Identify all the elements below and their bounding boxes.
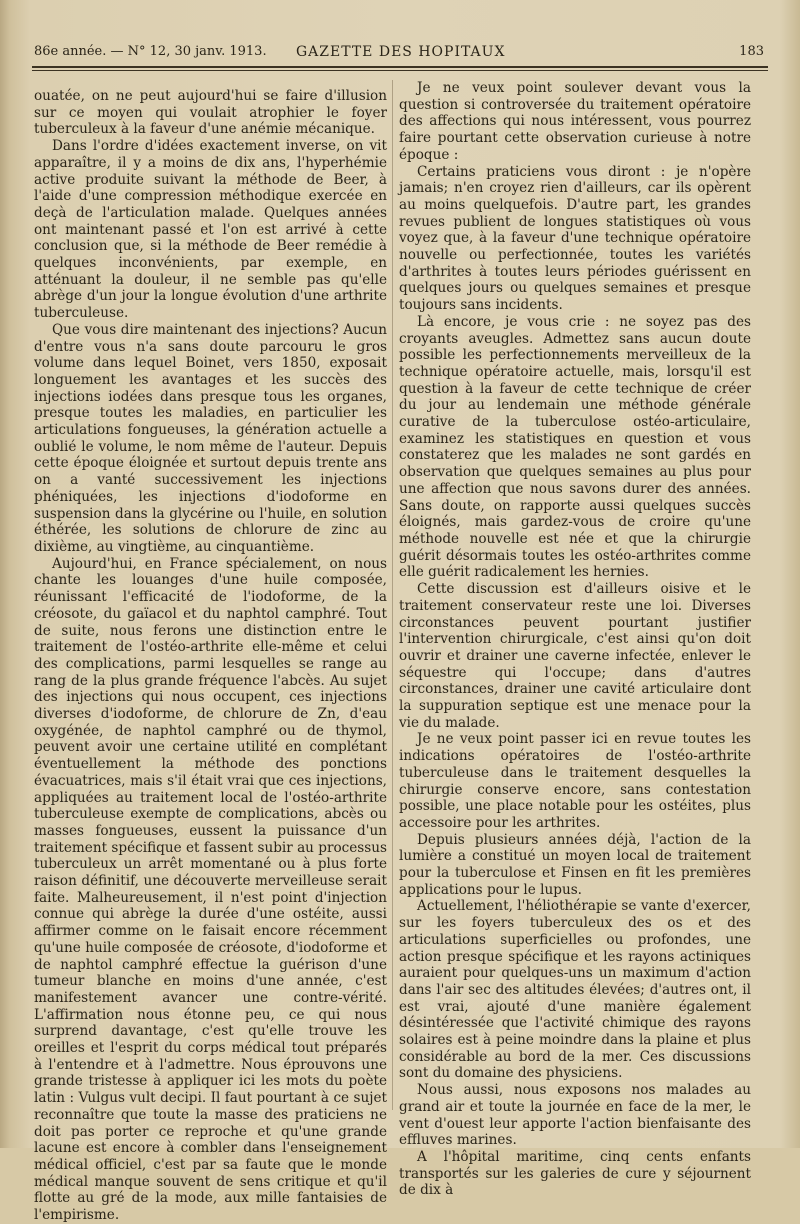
column-divider [392, 80, 393, 1110]
paragraph: Là encore, je vous crie : ne soyez pas des croyants aveugles. Admettez sans aucun doute possible les perfectionnements merveilleux de la technique opératoire actuelle, mais, lorsqu'il est question à la faveur de cette technique de créer du jour au lendemain une méthode générale curative de la tuberculose ostéo-articulaire, examinez les statistiques en question et vous constaterez que les malades ne sont gardés en observation que quelques semaines au plus pour une affection que nous savons durer des années. Sans doute, on rapporte aussi quelques succès éloignés, mais gardez-vous de croire qu'une méthode nouvelle est née et que la chirurgie guérit désormais toutes les ostéo-arthrites comme elle guérit radicalement les hernies. [399, 313, 751, 581]
header-rule-thick [32, 66, 768, 68]
paragraph: Dans l'ordre d'idées exactement inverse, on vit apparaître, il y a moins de dix ans, l'hyperhémie active produite suivant la méthode de Beer, à l'aide d'une compression méthodique exercée en deçà de l'articulation malade. Quelques années ont maintenant passé et l'on est arrivé à cette conclusion que, si la méthode de Beer remédie à quelques inconvénients, par exemple, en atténuant la douleur, il ne semble pas qu'elle abrège d'un jour la longue évolution d'une arthrite tuberculeuse. [34, 138, 387, 322]
issue-line: 86e année. — N° 12, 30 janv. 1913. [34, 44, 267, 59]
paragraph: ouatée, on ne peut aujourd'hui se faire d'illusion sur ce moyen qui voulait atrophier le foyer tuberculeux à la faveur d'une anémie mécanique. [34, 88, 387, 138]
paragraph: Que vous dire maintenant des injections? Aucun d'entre vous n'a sans doute parcouru le gros volume dans lequel Boinet, vers 1850, exposait longuement les avantages et les succès des injections iodées dans presque tous les organes, presque toutes les maladies, en particulier les articulations fongueuses, la génération actuelle a oublié le volume, le nom même de l'auteur. Depuis cette époque éloignée et surtout depuis trente ans on a vanté successivement les injections phéniquées, les injections d'iodoforme en suspension dans la glycérine ou l'huile, en solution éthérée, les solutions de chlorure de zinc au dixième, au vingtième, au cinquantième. [34, 321, 387, 555]
paragraph: A l'hôpital maritime, cinq cents enfants transportés sur les galeries de cure y séjournent de dix à [399, 1149, 751, 1199]
paragraph: Cette discussion est d'ailleurs oisive et le traitement conservateur reste une loi. Diverses circonstances peuvent pourtant justifier l'intervention chirurgicale, c'est ainsi qu'on doit ouvrir et drainer une caverne infectée, enlever le séquestre qui l'occupe; dans d'autres circonstances, drainer une cavité articulaire dont la suppuration septique est une menace pour la vie du malade. [399, 581, 751, 731]
header-rule-thin [32, 70, 768, 71]
right-column [399, 80, 751, 1199]
paragraph: Nous aussi, nous exposons nos malades au grand air et toute la journée en face de la mer, le vent d'ouest leur apporte l'action bienfaisante des effluves marines. [399, 1082, 751, 1149]
page-header [34, 44, 764, 64]
paragraph: Je ne veux point soulever devant vous la question si controversée du traitement opératoire des affections qui nous intéressent, vous pourrez faire pourtant cette observation curieuse à notre époque : [399, 80, 751, 163]
paragraph: Aujourd'hui, en France spécialement, on nous chante les louanges d'une huile composée, réunissant l'efficacité de l'iodoforme, de la créosote, du gaïacol et du naphtol camphré. Tout de suite, nous ferons une distinction entre le traitement de l'ostéo-arthrite elle-même et celui des complications, parmi lesquelles se range au rang de la plus grande fréquence l'abcès. Au sujet des injections qui nous occupent, ces injections diverses d'iodoforme, de chlorure de Zn, d'eau oxygénée, de naphtol camphré ou de thymol, peuvent avoir une certaine utilité en complétant éventuellement la méthode des ponctions évacuatrices, mais s'il était vrai que ces injections, appliquées au traitement local de l'ostéo-arthrite tuberculeuse exempte de complications, abcès ou masses fongueuses, eussent la puissance d'un traitement spécifique et fassent subir au processus tuberculeux un arrêt momentané ou à plus forte raison définitif, une découverte merveilleuse serait faite. Malheureusement, il n'est point d'injection connue qui abrège la durée d'une ostéite, aussi affirmer comme on le faisait encore récemment qu'une huile composée de créosote, d'iodoforme et de naphtol camphré effectue la guérison d'une tumeur blanche en moins d'une année, c'est manifestement avancer une contre-vérité. L'affirmation nous étonne peu, ce qui nous surprend davantage, c'est qu'elle trouve les oreilles et l'esprit du corps médical tout préparés à l'entendre et à l'admettre. Nous éprouvons une grande tristesse à appliquer ici les mots du poète latin : Vulgus vult decipi. Il faut pourtant à ce sujet reconnaître que toute la masse des praticiens ne doit pas porter ce reproche et qu'une grande lacune est encore à combler dans l'enseignement médical officiel, c'est par sa faute que le monde médical manque souvent de sens critique et qu'il flotte au gré de la mode, aux mille fantaisies de l'empirisme. [34, 555, 387, 1224]
paragraph: Je ne veux point passer ici en revue toutes les indications opératoires de l'ostéo-arthrite tuberculeuse dans le traitement desquelles la chirurgie conserve encore, sans contestation possible, une place notable pour les ostéites, plus accessoire pour les arthrites. [399, 731, 751, 831]
journal-title: GAZETTE DES HOPITAUX [296, 44, 506, 60]
paragraph: Depuis plusieurs années déjà, l'action de la lumière a constitué un moyen local de traitement pour la tuberculose et Finsen en fit les premières applications pour le lupus. [399, 831, 751, 898]
page-number: 183 [739, 44, 764, 59]
paragraph: Actuellement, l'héliothérapie se vante d'exercer, sur les foyers tuberculeux des os et des articulations superficielles ou profondes, une action presque spécifique et les rayons actiniques auraient pour quelques-uns un maximum d'action dans l'air sec des altitudes élevées; d'autres ont, il est vrai, ajouté d'une manière également désintéressée que l'activité chimique des rayons solaires est à peine moindre dans la plaine et plus considérable au bord de la mer. Ces discussions sont du domaine des physiciens. [399, 898, 751, 1082]
left-column [34, 88, 387, 1224]
paragraph: Certains praticiens vous diront : je n'opère jamais; n'en croyez rien d'ailleurs, car ils opèrent au moins quelquefois. D'autre part, les grandes revues publient de longues statistiques où vous voyez que, à la faveur d'une technique opératoire nouvelle ou perfectionnée, toutes les variétés d'arthrites à toutes leurs périodes guérissent en quelques jours ou quelques semaines et presque toujours sans incidents. [399, 163, 751, 314]
